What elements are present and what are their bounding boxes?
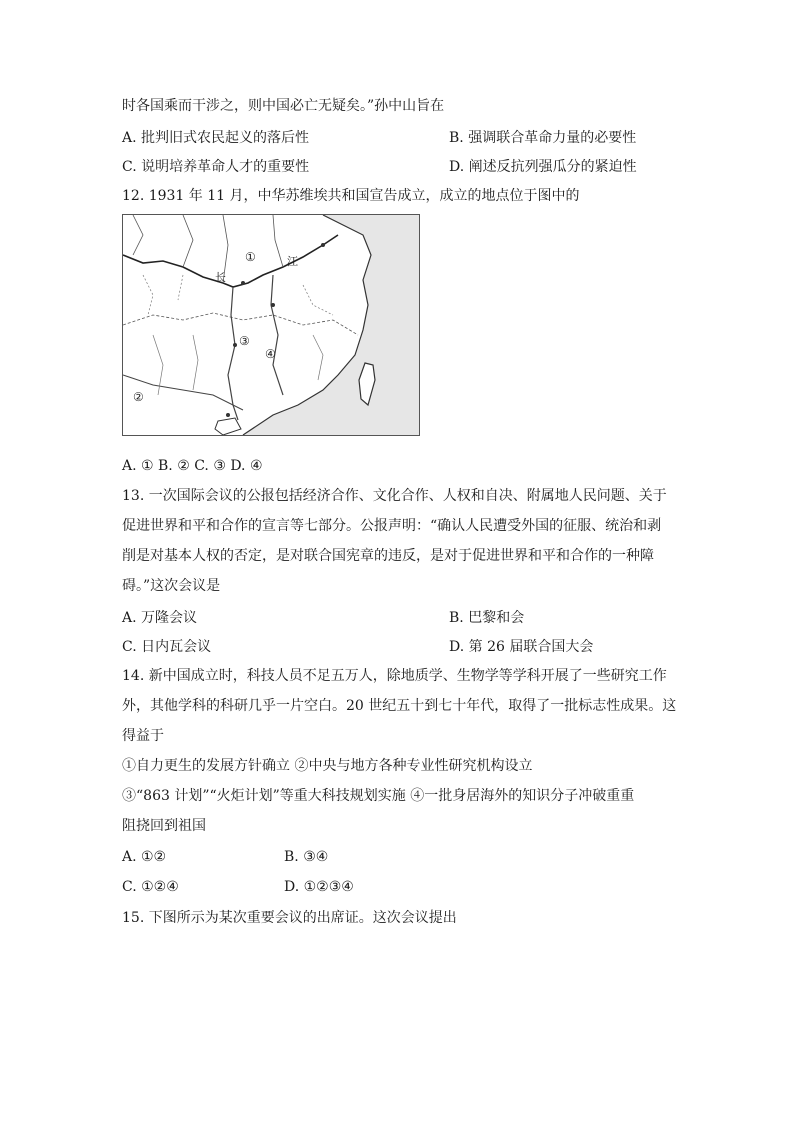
gan-river <box>271 275 283 395</box>
map-label-1: ① <box>245 250 256 264</box>
q13-stem-line-4: 碍。”这次会议是 <box>122 578 221 594</box>
city-dot <box>321 243 325 247</box>
china-map-svg <box>123 215 419 435</box>
q15-stem: 15. 下图所示为某次重要会议的出席证。这次会议提出 <box>122 910 457 926</box>
q12-stem: 12. 1931 年 11 月，中华苏维埃共和国宣告成立，成立的地点位于图中的 <box>122 188 580 204</box>
central-borders <box>123 313 358 335</box>
q14-option-b: B. ③④ <box>284 849 329 865</box>
yangtze-river <box>123 235 338 287</box>
xiang-river <box>228 287 238 420</box>
map-label-jiang: 江 <box>287 255 298 268</box>
q13-stem-line-3: 削是对基本人权的否定，是对联合国宪章的违反，是对于促进世界和平和合作的一种障 <box>122 548 654 564</box>
q14-option-d: D. ①②③④ <box>284 879 354 895</box>
q14-stem-line-3: 得益于 <box>122 728 164 744</box>
q14-option-c: C. ①②④ <box>122 879 179 895</box>
q13-option-d: D. 第 26 届联合国大会 <box>449 639 594 655</box>
q14-option-a: A. ①② <box>122 849 167 865</box>
q14-items-line-3: 阻挠回到祖国 <box>122 818 206 834</box>
q13-option-b: B. 巴黎和会 <box>449 610 525 626</box>
q11-option-c: C. 说明培养革命人才的重要性 <box>122 159 310 175</box>
q12-options: A. ① B. ② C. ③ D. ④ <box>122 458 263 474</box>
q11-option-d: D. 阐述反抗列强瓜分的紧迫性 <box>449 159 637 175</box>
map-label-4: ④ <box>265 347 276 361</box>
q14-stem-line-1: 14. 新中国成立时，科技人员不足五万人，除地质学、生物学等学科开展了一些研究工作 <box>122 668 667 684</box>
city-dot <box>241 281 245 285</box>
minor-borders <box>143 275 333 315</box>
map-label-3: ③ <box>239 334 250 348</box>
q11-option-b: B. 强调联合革命力量的必要性 <box>449 130 637 146</box>
q14-stem-line-2: 外，其他学科的科研几乎一片空白。20 世纪五十到七十年代，取得了一批标志性成果。这 <box>122 698 677 714</box>
map-label-2: ② <box>133 390 144 404</box>
q11-option-a: A. 批判旧式农民起义的落后性 <box>122 130 310 146</box>
china-map-figure <box>122 214 420 436</box>
city-dot <box>233 343 237 347</box>
q14-items-line-2: ③“863 计划”“火炬计划”等重大科技规划实施 ④一批身居海外的知识分子冲破重重 <box>122 788 635 804</box>
q13-option-a: A. 万隆会议 <box>122 610 198 626</box>
q11-stem-tail: 时各国乘而干涉之，则中国必亡无疑矣。”孙中山旨在 <box>122 98 445 114</box>
city-dot <box>226 413 230 417</box>
hainan-island <box>215 418 241 435</box>
q13-stem-line-2: 促进世界和平和合作的宣言等七部分。公报声明：“确认人民遭受外国的征服、统治和剥 <box>122 518 662 534</box>
minor-rivers <box>153 335 323 395</box>
map-label-chang: 长 <box>215 271 226 284</box>
q14-items-line-1: ①自力更生的发展方针确立 ②中央与地方各种专业性研究机构设立 <box>122 758 533 774</box>
northern-borders <box>133 215 283 283</box>
sea-area <box>243 215 419 435</box>
q13-stem-line-1: 13. 一次国际会议的公报包括经济合作、文化合作、人权和自决、附属地人民问题、关于 <box>122 488 667 504</box>
city-dot <box>271 303 275 307</box>
q13-option-c: C. 日内瓦会议 <box>122 639 212 655</box>
